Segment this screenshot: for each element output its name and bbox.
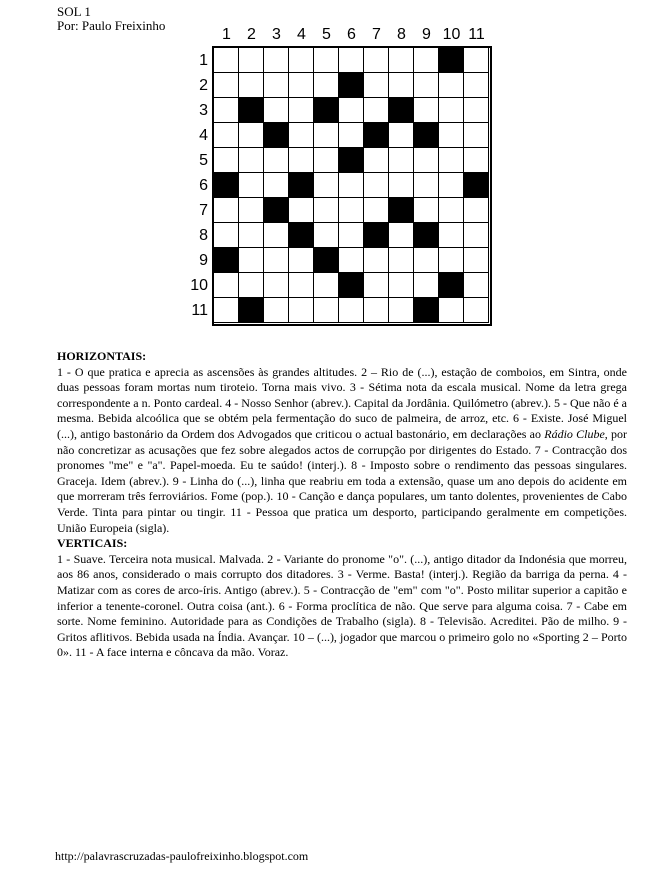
black-cell	[339, 73, 364, 98]
grid-cell[interactable]	[289, 198, 314, 223]
grid-cell[interactable]	[214, 73, 239, 98]
grid-cell[interactable]	[414, 248, 439, 273]
grid-cell[interactable]	[289, 298, 314, 323]
grid-cell[interactable]	[289, 98, 314, 123]
grid-cell[interactable]	[239, 198, 264, 223]
grid-cell[interactable]	[314, 198, 339, 223]
grid-cell[interactable]	[314, 48, 339, 73]
black-cell	[414, 123, 439, 148]
grid-cell[interactable]	[239, 223, 264, 248]
horizontal-clues: 1 - O que pratica e aprecia as ascensões às grandes altitudes. 2 – Rio de (...), estação de comboios, em Sintra, onde duas pessoas foram mortas num tiroteio. Torna mais vivo. 3 - Sétima nota da escala musical. Nome da letra grega correspondente a n. Ponto cardeal. 4 - Nosso Senhor (abrev.). Capital da Jordânia. Quilómetro (abrev.). 5 - Que não é a mesma. Bebida alcoólica que se obtém pela fermentação do suco de palmeira, de arroz, etc. 6 - Existe. José Miguel (...), antigo bastonário da Ordem dos Advogados que criticou o actual bastonário, em declarações ao Rádio Clube, por não concretizar as acusações que fez sobre alegados actos de corrupção por dirigentes do Estado. 7 - Contracção dos pronomes "me" e "a". Papel-moeda. Eu te saúdo! (interj.). 8 - Imposto sobre o rendimento das pessoas singulares. Graceja. Idem (abrev.). 9 - Linha do (...), linha que reabriu em toda a extensão, quase um ano depois do acidente em que morreram três ferroviários. Fome (pop.). 10 - Canção e dança populares, um tanto dolentes, provenientes de Cabo Verde. Tinta para pintar ou tingir. 11 - Pessoa que pratica um desporto, participando geralmente em competições. União Europeia (sigla).	[57, 364, 628, 535]
grid-cell[interactable]	[214, 198, 239, 223]
grid-cell[interactable]	[214, 48, 239, 73]
grid-cell[interactable]	[239, 123, 264, 148]
grid-cell[interactable]	[314, 298, 339, 323]
grid-cell[interactable]	[389, 298, 414, 323]
grid-cell[interactable]	[339, 48, 364, 73]
grid-cell[interactable]	[389, 148, 414, 173]
grid-cell[interactable]	[289, 48, 314, 73]
grid-cell[interactable]	[239, 248, 264, 273]
vertical-clues: 1 - Suave. Terceira nota musical. Malvada. 2 - Variante do pronome "o". (...), antigo ditador da Indonésia que morreu, aos 86 anos, considerado o mais corrupto dos ditadores. 3 - Verme. Basta! (interj.). Região da barriga da perna. 4 - Matizar com as cores de arco-íris. Antigo (abrev.). 5 - Contracção de "em" com "o". Posto militar superior a capitão e inferior a tenente-coronel. Outra coisa (ant.). 6 - Forma proclítica de não. Que serve para alguma coisa. 7 - Cabe em sorte. Nome feminino. Autoridade para as Condições de Trabalho (sigla). 8 - Televisão. Acreditei. Pão de milho. 9 - Gritos aflitivos. Bebida usada na Índia. Avançar. 10 – (...), jogador que marcou o primeiro golo no «Sporting 2 – Porto 0». 11 - A face interna e côncava da mão. Voraz.	[57, 551, 627, 660]
black-cell	[389, 98, 414, 123]
column-number: 5	[322, 26, 331, 43]
grid-cell[interactable]	[464, 73, 489, 98]
grid-cell[interactable]	[414, 273, 439, 298]
grid-cell[interactable]	[339, 173, 364, 198]
grid-cell[interactable]	[364, 198, 389, 223]
grid-cell[interactable]	[414, 198, 439, 223]
grid-cell[interactable]	[414, 48, 439, 73]
grid-cell[interactable]	[314, 73, 339, 98]
grid-cell[interactable]	[289, 273, 314, 298]
row-number: 3	[199, 102, 208, 119]
row-number: 10	[190, 277, 208, 294]
grid-cell[interactable]	[389, 123, 414, 148]
grid-cell[interactable]	[314, 173, 339, 198]
column-number: 6	[347, 26, 356, 43]
grid-cell[interactable]	[364, 273, 389, 298]
black-cell	[339, 148, 364, 173]
grid-cell[interactable]	[264, 223, 289, 248]
horizontal-heading: HORIZONTAIS:	[57, 349, 147, 363]
grid-cell[interactable]	[439, 198, 464, 223]
row-number: 8	[199, 227, 208, 244]
grid-cell[interactable]	[264, 173, 289, 198]
grid-cell[interactable]	[464, 148, 489, 173]
grid-cell[interactable]	[439, 173, 464, 198]
black-cell	[439, 48, 464, 73]
grid-cell[interactable]	[414, 148, 439, 173]
grid-cell[interactable]	[314, 223, 339, 248]
clues-section	[57, 349, 627, 661]
black-cell	[214, 173, 239, 198]
black-cell	[314, 248, 339, 273]
grid-cell[interactable]	[214, 298, 239, 323]
column-number: 3	[272, 26, 281, 43]
grid-cell[interactable]	[289, 248, 314, 273]
grid-cell[interactable]	[389, 273, 414, 298]
grid-cell[interactable]	[389, 48, 414, 73]
grid-cell[interactable]	[264, 148, 289, 173]
grid-cell[interactable]	[214, 223, 239, 248]
grid-cell[interactable]	[289, 73, 314, 98]
grid-cell[interactable]	[314, 273, 339, 298]
grid-cell[interactable]	[364, 148, 389, 173]
grid-cell[interactable]	[364, 248, 389, 273]
black-cell	[264, 123, 289, 148]
row-number: 9	[199, 252, 208, 269]
grid-cell[interactable]	[289, 123, 314, 148]
column-number: 8	[397, 26, 406, 43]
grid-cell[interactable]	[264, 98, 289, 123]
grid-cell[interactable]	[339, 123, 364, 148]
grid-cell[interactable]	[239, 273, 264, 298]
column-number: 1	[222, 26, 231, 43]
grid-cell[interactable]	[239, 173, 264, 198]
grid-cell[interactable]	[339, 298, 364, 323]
grid-cell[interactable]	[214, 148, 239, 173]
grid-cell[interactable]	[339, 248, 364, 273]
vertical-heading: VERTICAIS:	[57, 536, 128, 551]
column-number: 9	[422, 26, 431, 43]
grid-cell[interactable]	[414, 73, 439, 98]
black-cell	[239, 298, 264, 323]
grid-cell[interactable]	[439, 298, 464, 323]
grid-cell[interactable]	[439, 148, 464, 173]
black-cell	[364, 123, 389, 148]
grid-cell[interactable]	[239, 148, 264, 173]
column-number: 7	[372, 26, 381, 43]
grid-cell[interactable]	[214, 123, 239, 148]
black-cell	[414, 223, 439, 248]
black-cell	[389, 198, 414, 223]
grid-cell[interactable]	[439, 123, 464, 148]
grid-cell[interactable]	[364, 173, 389, 198]
grid-cell[interactable]	[314, 148, 339, 173]
grid-cell[interactable]	[289, 148, 314, 173]
grid-cell[interactable]	[264, 73, 289, 98]
grid-cell[interactable]	[389, 223, 414, 248]
grid-cell[interactable]	[339, 223, 364, 248]
grid-cell[interactable]	[439, 223, 464, 248]
grid-cell[interactable]	[464, 98, 489, 123]
grid-cell[interactable]	[364, 48, 389, 73]
author-line: Por: Paulo Freixinho	[57, 18, 166, 33]
crossword-grid	[212, 46, 492, 326]
grid-cell[interactable]	[439, 98, 464, 123]
grid-cell[interactable]	[239, 48, 264, 73]
grid-cell[interactable]	[339, 198, 364, 223]
grid-cell[interactable]	[214, 98, 239, 123]
grid-cell[interactable]	[339, 98, 364, 123]
row-number: 4	[199, 127, 208, 144]
black-cell	[339, 273, 364, 298]
column-number: 2	[247, 26, 256, 43]
grid-cell[interactable]	[239, 73, 264, 98]
grid-cell[interactable]	[264, 248, 289, 273]
row-number: 7	[199, 202, 208, 219]
grid-cell[interactable]	[364, 98, 389, 123]
grid-cell[interactable]	[264, 48, 289, 73]
grid-cell[interactable]	[389, 248, 414, 273]
grid-cell[interactable]	[364, 73, 389, 98]
black-cell	[239, 98, 264, 123]
row-number: 2	[199, 77, 208, 94]
black-cell	[364, 223, 389, 248]
black-cell	[314, 98, 339, 123]
grid-cell[interactable]	[464, 223, 489, 248]
grid-cell[interactable]	[464, 248, 489, 273]
column-number: 4	[297, 26, 306, 43]
column-number: 10	[442, 26, 461, 43]
grid-cell[interactable]	[314, 123, 339, 148]
black-cell	[439, 273, 464, 298]
grid-cell[interactable]	[439, 248, 464, 273]
puzzle-title: SOL 1	[57, 4, 91, 19]
grid-cell[interactable]	[364, 298, 389, 323]
grid-cell[interactable]	[464, 298, 489, 323]
grid-cell[interactable]	[414, 98, 439, 123]
black-cell	[214, 248, 239, 273]
footer-url[interactable]: http://palavrascruzadas-paulofreixinho.blogspot.com	[55, 849, 309, 863]
grid-cell[interactable]	[264, 298, 289, 323]
grid-cell[interactable]	[214, 273, 239, 298]
row-number: 5	[199, 152, 208, 169]
grid-cell[interactable]	[464, 123, 489, 148]
grid-cell[interactable]	[439, 73, 464, 98]
row-number: 6	[199, 177, 208, 194]
row-number: 1	[199, 52, 208, 69]
row-number: 11	[191, 302, 208, 319]
column-number: 11	[468, 26, 485, 43]
black-cell	[464, 173, 489, 198]
grid-cell[interactable]	[414, 173, 439, 198]
black-cell	[289, 173, 314, 198]
black-cell	[289, 223, 314, 248]
grid-cell[interactable]	[389, 173, 414, 198]
grid-cell[interactable]	[464, 198, 489, 223]
grid-cell[interactable]	[389, 73, 414, 98]
grid-cell[interactable]	[464, 273, 489, 298]
black-cell	[414, 298, 439, 323]
grid-cell[interactable]	[464, 48, 489, 73]
black-cell	[264, 198, 289, 223]
grid-cell[interactable]	[264, 273, 289, 298]
